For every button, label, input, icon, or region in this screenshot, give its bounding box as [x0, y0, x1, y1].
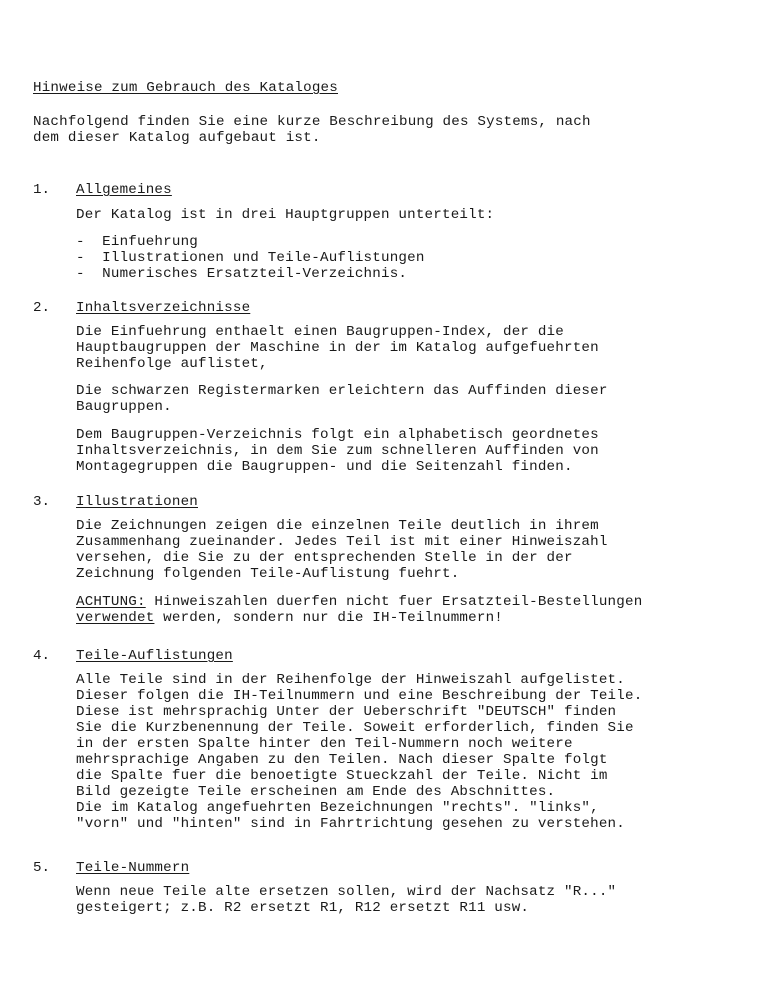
bullet-item: - Einfuehrung: [76, 234, 198, 250]
paragraph-line: mehrsprachige Angaben zu den Teilen. Nach dieser Spalte folgt: [76, 752, 608, 768]
warning-text: werden, sondern nur die IH-Teilnummern!: [154, 610, 503, 626]
intro-line: Nachfolgend finden Sie eine kurze Beschreibung des Systems, nach: [33, 114, 591, 130]
paragraph-line: Sie die Kurzbenennung der Teile. Soweit erforderlich, finden Sie: [76, 720, 634, 736]
paragraph-line: Die Einfuehrung enthaelt einen Baugruppen-Index, der die: [76, 324, 564, 340]
paragraph-line: Der Katalog ist in drei Hauptgruppen unterteilt:: [76, 207, 495, 223]
paragraph-line: Hauptbaugruppen der Maschine in der im Katalog aufgefuehrten: [76, 340, 599, 356]
section-heading: Allgemeines: [76, 182, 172, 198]
bullet-item: - Numerisches Ersatzteil-Verzeichnis.: [76, 266, 408, 282]
paragraph-line: Dieser folgen die IH-Teilnummern und eine Beschreibung der Teile.: [76, 688, 643, 704]
section-number: 5.: [33, 860, 51, 876]
paragraph-line: Reihenfolge auflistet,: [76, 356, 268, 372]
section-number: 2.: [33, 300, 51, 316]
page-title: Hinweise zum Gebrauch des Kataloges: [33, 80, 338, 96]
warning-text: Hinweiszahlen duerfen nicht fuer Ersatzteil-Bestellungen: [145, 594, 643, 610]
paragraph-line: Alle Teile sind in der Reihenfolge der Hinweiszahl aufgelistet.: [76, 672, 625, 688]
warning-line: [76, 594, 642, 610]
paragraph-line: Inhaltsverzeichnis, in dem Sie zum schnelleren Auffinden von: [76, 443, 599, 459]
section-number: 4.: [33, 648, 51, 664]
section-heading: Inhaltsverzeichnisse: [76, 300, 251, 316]
warning-underlined-word: verwendet: [76, 610, 155, 626]
section-heading: Illustrationen: [76, 494, 198, 510]
paragraph-line: "vorn" und "hinten" sind in Fahrtrichtung gesehen zu verstehen.: [76, 816, 625, 832]
section-heading: Teile-Auflistungen: [76, 648, 233, 664]
bullet-item: - Illustrationen und Teile-Auflistungen: [76, 250, 425, 266]
paragraph-line: versehen, die Sie zu der entsprechenden Stelle in der der: [76, 550, 573, 566]
warning-label: ACHTUNG:: [76, 594, 146, 610]
paragraph-line: die Spalte fuer die benoetigte Stueckzahl der Teile. Nicht im: [76, 768, 608, 784]
paragraph-line: Baugruppen.: [76, 399, 172, 415]
section-number: 3.: [33, 494, 51, 510]
paragraph-line: Die Zeichnungen zeigen die einzelnen Teile deutlich in ihrem: [76, 518, 599, 534]
paragraph-line: Dem Baugruppen-Verzeichnis folgt ein alphabetisch geordnetes: [76, 427, 599, 443]
paragraph-line: in der ersten Spalte hinter den Teil-Nummern noch weitere: [76, 736, 573, 752]
paragraph-line: Die schwarzen Registermarken erleichtern das Auffinden dieser: [76, 383, 608, 399]
paragraph-line: Zusammenhang zueinander. Jedes Teil ist mit einer Hinweiszahl: [76, 534, 608, 550]
paragraph-line: Bild gezeigte Teile erscheinen am Ende des Abschnittes.: [76, 784, 556, 800]
paragraph-line: Diese ist mehrsprachig Unter der Ueberschrift "DEUTSCH" finden: [76, 704, 617, 720]
section-heading: Teile-Nummern: [76, 860, 190, 876]
section-number: 1.: [33, 182, 51, 198]
paragraph-line: Die im Katalog angefuehrten Bezeichnungen "rechts". "links",: [76, 800, 599, 816]
paragraph-line: gesteigert; z.B. R2 ersetzt R1, R12 ersetzt R11 usw.: [76, 900, 530, 916]
warning-line: [76, 610, 503, 626]
paragraph-line: Zeichnung folgenden Teile-Auflistung fuehrt.: [76, 566, 460, 582]
paragraph-line: Wenn neue Teile alte ersetzen sollen, wird der Nachsatz "R...": [76, 884, 617, 900]
paragraph-line: Montagegruppen die Baugruppen- und die Seitenzahl finden.: [76, 459, 573, 475]
intro-line: dem dieser Katalog aufgebaut ist.: [33, 130, 321, 146]
